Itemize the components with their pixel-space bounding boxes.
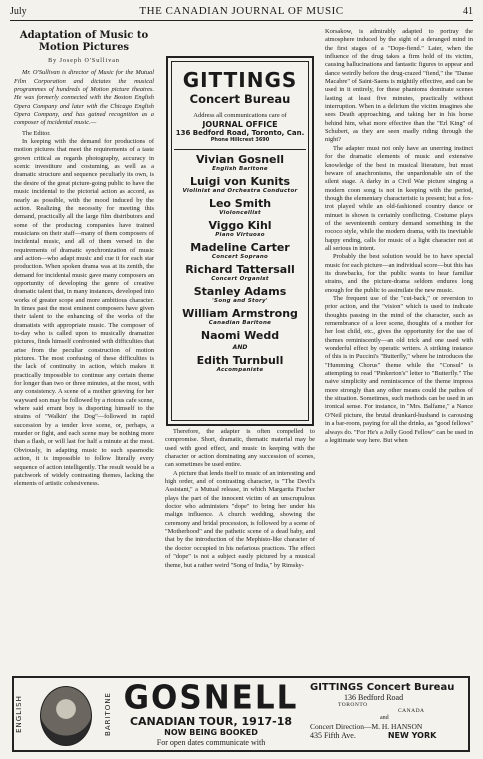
artist-name: Edith Turnbull xyxy=(196,354,284,367)
artist-name: Madeline Carter xyxy=(190,241,290,254)
bureau-phone: Phone Hillcrest 3690 xyxy=(210,137,270,143)
ad-and: and xyxy=(380,715,389,721)
page-number: 41 xyxy=(463,6,473,17)
artist-name: Viggo Kihl xyxy=(208,219,272,232)
artist-name: Naomi Wedd xyxy=(200,329,280,342)
column-2 xyxy=(165,428,315,672)
column-3 xyxy=(325,28,473,674)
body-paragraph: In keeping with the demand for productions of motion pictures that meet the requirements of a taste grown critical as regards photography, accuracy in scenic investiture and costuming, as well as a dramatic structure and sequence peculiarly its own, is the desire of the great picture-going public to have the music incidental to the pictorial action as accord, as nearly as possible, with the mood induced by the action. Realizing the necessity for meeting this demand, practically all the large film distributors and some of the producing companies have trained musicians on their staff—many of them composers of incidental music, and all of them versed in the requirements of dramatic synchronization of music and action—who adapt music and cue it for each star production. When spoken drama was at its zenith, the demand for incidental music gave many composers an opportunity of developing the genre of creative dramatic talent that, in many instances, developed into works of greater scope and more ambitious character. In times past the most eminent composers have given their talent to the enhancing of the works of the dramatists with appropriate music. The composer of to-day who is called upon to musically dramatize pictures, finds himself confronted with difficulties that arise from the peculiar construction of motion pictures. The most confusing of these difficulties is the lack of continuity in action, which makes it practically impossible to continue any certain theme for longer than two or three minutes, at the most, with any consistency. A scene of a mother grieving for her wayward son may be followed by a riotous cafe scene, where said errant boy is disporting himself to the strains of "Walkin' the Dog"—followed in rapid succession by a tender love scene, or, perhaps, a murder or fight, and each scene may be nothing more than a flash, or will last for half a minute at the most. Obviously, in adapting music to such spasmodic action, it is impossible to follow literally every sequence of action intelligently. The result would be a patchwork of widely contrasting themes, lacking the elements of artistic cohesiveness. xyxy=(14,138,154,488)
artist-role: Canadian Baritone xyxy=(208,320,272,326)
artist-name: Richard Tattersall xyxy=(185,263,295,276)
ad-ny-city: NEW YORK xyxy=(387,731,437,740)
artist-role: Violinist and Orchestra Conductor xyxy=(182,188,298,194)
artist-role: Violoncellist xyxy=(219,210,261,216)
article-title xyxy=(14,30,154,54)
body-paragraph: A picture that lends itself to music of an interesting and high order, and of contrasting character, is "The Devil's Assistant," a Mutual release, in which Margarita Fischer plays the part of the innocent victim of an unscrupulous doctor who administers "dope" to bring her under his malign influence. A church wedding, showing the ceremony and bridal procession, is followed by a scene of "Motherhood" and the pathetic scene of a dead baby, and that by the introduction of the Mephisto-like character of the doctor occupied in his nefarious practices. The effect of "dope" is not a subject easily pictured by a musical theme, but a rather weird "Song of India," by Rimsky- xyxy=(165,469,315,569)
artist-role: English Baritone xyxy=(212,166,268,172)
journal-office: JOURNAL OFFICE xyxy=(202,120,278,129)
column-1 xyxy=(14,30,154,670)
ad-contact-block xyxy=(310,682,468,740)
artist-role: Concert Organist xyxy=(211,276,269,282)
concert-bureau-advertisement xyxy=(166,56,314,426)
ad-left-label: ENGLISH xyxy=(14,695,23,733)
ad-tour: CANADIAN TOUR, 1917-18 xyxy=(129,715,293,728)
header-month: July xyxy=(10,6,27,17)
page-header xyxy=(10,4,473,20)
bureau-street: 136 Bedford Road, Toronto, Can. xyxy=(175,129,305,137)
address-line: Address all communications care of xyxy=(193,112,287,119)
article-title-line-2: Motion Pictures xyxy=(38,42,130,53)
ad-right-label: BARITONE xyxy=(103,692,112,736)
gosnell-advertisement xyxy=(12,676,470,752)
body-paragraph: Therefore, the adapter is often compelled to compromise. Short, dramatic, thematic material may be used with good effect, and music in keeping with the character or action dominating any succession of scenes, can sometimes be used entire. xyxy=(165,428,315,469)
body-paragraph: The adapter must not only have an unerring instinct for the dramatic elements of music and extensive knowledge of the best in musical literature, but must beware of anachronisms, the unpardonable sin of the silent stage. A darky in a Civil War picture singing a modern coon song is not in keeping with the period, though the elementary characteristic is present; but a fox-trot played while an old-fashioned country dance or minuet is shown is certainly conflicting. Costume plays of the seventeenth century demand something in the rococo style, while the modern drama, with its inevitable happy ending, calls for music of a light character not at all serious in intent. xyxy=(325,144,473,252)
ad-country: CANADA xyxy=(398,708,425,714)
article-title-line-1: Adaptation of Music to xyxy=(19,30,149,41)
ad-street: 136 Bedford Road xyxy=(344,693,404,702)
bureau-title: GITTINGS xyxy=(182,68,298,92)
ad-city: TORONTO xyxy=(338,702,368,708)
artist-role: Accompaniste xyxy=(216,367,264,373)
body-paragraph: Probably the best solution would be to have special music for each picture—an individual score—but this has its drawbacks, for the public wants to hear familiar strains, and the picture-drama seldom endures long enough for the public to assimilate the new music. xyxy=(325,253,473,294)
header-rule xyxy=(10,20,473,21)
ad-country-line xyxy=(338,708,468,714)
journal-title: THE CANADIAN JOURNAL OF MUSIC xyxy=(139,5,344,17)
artist-role: Concert Soprano xyxy=(211,254,269,260)
portrait-photo xyxy=(40,686,92,746)
ad-ny-line xyxy=(310,731,468,740)
artist-name: Vivian Gosnell xyxy=(195,153,285,166)
artist-name: William Armstrong xyxy=(182,307,298,320)
ad-name: GOSNELL xyxy=(123,679,299,717)
artist-name: Stanley Adams xyxy=(193,285,287,298)
body-paragraph: Korsakow, is admirably adapted to portray the atmosphere induced by the sight of a deranged mind in the first stages of a "Dope-fiend." Later, when the influence of the drug takes a firm hold of its victim, causing hallucinations and fantastic figures to appear and dance weirdly before the drug-crazed "fiend," the "Danse Macabre" of Saint-Saens is mightily effective, and can be used in it entirely, for these phantoms dominate scenes lasting at least five minutes, practically without interruption. When in a delirium the victim imagines she sees Death approaching, and taking her in his horse behind him, what more effective than the "Erl King" of Schubert, as they are seen madly riding through the night? xyxy=(325,28,473,144)
bureau-subtitle: Concert Bureau xyxy=(189,92,291,106)
ad-dates: For open dates communicate with xyxy=(156,738,266,747)
ad-bureau: GITTINGS Concert Bureau xyxy=(310,682,455,693)
artist-role: Piano Virtuoso xyxy=(215,232,265,238)
artist-name: Leo Smith xyxy=(208,197,272,210)
body-paragraph: The frequent use of the "cut-back," or reversion to prior action, and the "vision" which is used to indicate thoughts passing in the mind of the character, such as remembrance of a love scene, thoughts of a mother for her lost child, etc., gives the opportunity for the use of themes reminiscently—an old trick and one used with wonderful effect by operatic writers. A striking instance of this is in Puccini's "Butterfly," where he introduces the "Humming Chorus" theme while the "Consul" is attempting to read "Pinkerton's" letter to "Butterfly." The naive simplicity and reminiscence of the theme impress more strongly than any other means could the pathos of the situation. Sometimes, such methods can be used in an ironical sense. For instance, in "Mrs. Balfame," a Nance O'Neil picture, the brutal drunkard-husband is carousing in a bar-room, paying for all the drinks, as "good fellows" always do. "For He's a Jolly Good Fellow" can be used in a legitimate way here. But when xyxy=(325,295,473,444)
artist-name: Luigi von Kunits xyxy=(189,175,291,188)
editor-note: Mr. O'Sullivan is director of Music for the Mutual Film Corporation and dictates the musical programmes of hundreds of Motion picture theatres. He was formerly connected with the Boston English Opera Company and later with the Chicago English Opera Company, and has gained recognition as a composer of incidental music.— xyxy=(14,69,154,127)
ad-booking: NOW BEING BOOKED xyxy=(164,728,258,737)
article-byline: By Joseph O'Sullivan xyxy=(48,58,120,64)
and-label: AND xyxy=(232,344,248,351)
artist-role: 'Song and Story' xyxy=(212,298,268,304)
ad-director: Concert Direction—M. H. HANSON xyxy=(310,722,423,731)
ad-ny-street: 435 Fifth Ave. xyxy=(310,731,356,740)
box-inner-border xyxy=(171,61,309,421)
editor-signature: The Editor. xyxy=(22,129,51,137)
